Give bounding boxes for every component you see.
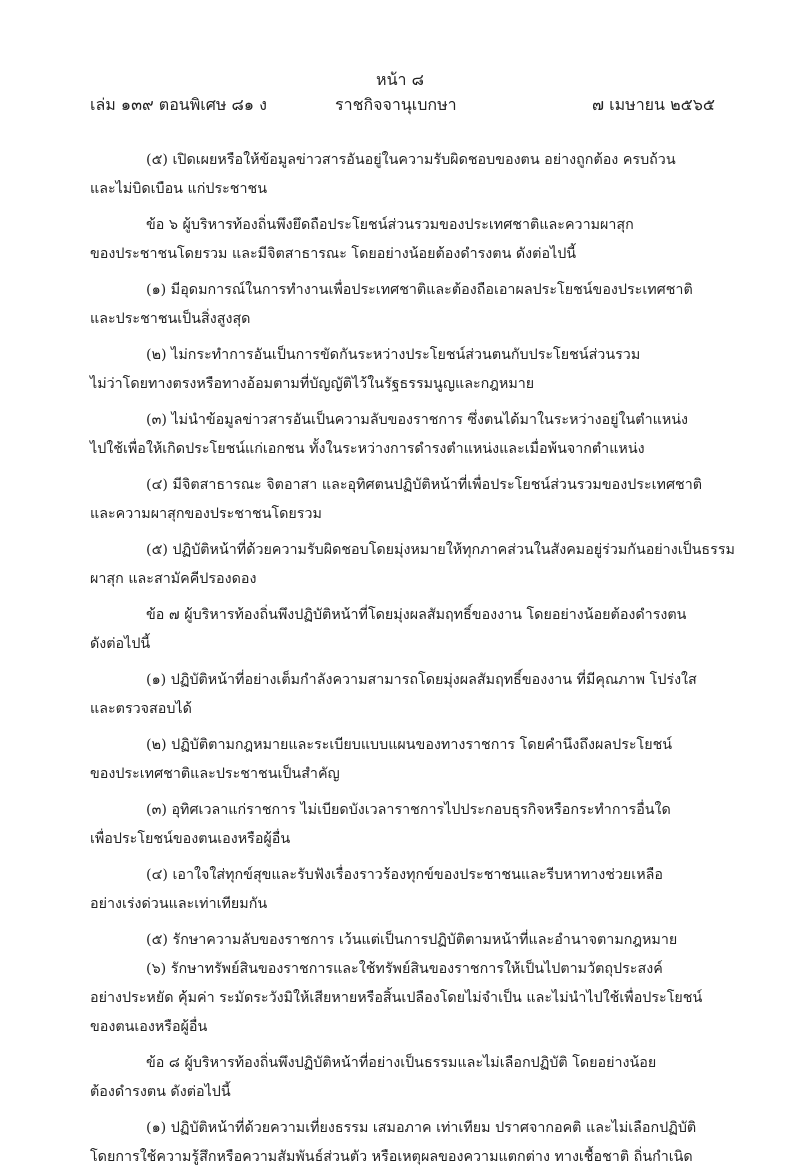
text-line: และความผาสุกของประชาชนโดยรวม (90, 506, 322, 522)
gazette-name: ราชกิจจานุเบกษา (335, 95, 457, 114)
text-line: (๔) มีจิตสาธารณะ จิตอาสา และอุทิศตนปฏิบัติหน้าที่เพื่อประโยชน์ส่วนรวมของประเทศชาติ (146, 477, 703, 493)
text-line: (๔) เอาใจใส่ทุกข์สุขและรับฟังเรื่องราวร้องทุกข์ของประชาชนและรีบหาทางช่วยเหลือ (146, 867, 663, 883)
text-line: ต้องดำรงตน ดังต่อไปนี้ (90, 1084, 231, 1100)
gazette-header (90, 93, 715, 117)
text-line: (๕) รักษาความลับของราชการ เว้นแต่เป็นการปฏิบัติตามหน้าที่และอำนาจตามกฎหมาย (146, 932, 678, 948)
text-line: อย่างประหยัด คุ้มค่า ระมัดระวังมิให้เสียหายหรือสิ้นเปลืองโดยไม่จำเป็น และไม่นำไปใช้เพื่อประโยชน์ (90, 990, 703, 1006)
text-line: และตรวจสอบได้ (90, 701, 192, 717)
text-line: (๓) อุทิศเวลาแก่ราชการ ไม่เบียดบังเวลาราชการไปประกอบธุรกิจหรือกระทำการอื่นใด (146, 802, 671, 818)
text-line: และประชาชนเป็นสิ่งสูงสุด (90, 311, 251, 327)
text-line: (๑) ปฏิบัติหน้าที่อย่างเต็มกำลังความสามารถโดยมุ่งผลสัมฤทธิ์ของงาน ที่มีคุณภาพ โปร่งใส (146, 672, 697, 688)
text-line: ของตนเองหรือผู้อื่น (90, 1019, 208, 1035)
text-line: ไม่ว่าโดยทางตรงหรือทางอ้อมตามที่บัญญัติไว้ในรัฐธรรมนูญและกฎหมาย (90, 376, 535, 392)
section-heading-line: ข้อ ๘ ผู้บริหารท้องถิ่นพึงปฏิบัติหน้าที่อย่างเป็นธรรมและไม่เลือกปฏิบัติ โดยอย่างน้อย (146, 1055, 657, 1071)
text-line: ของประชาชนโดยรวม และมีจิตสาธารณะ โดยอย่างน้อยต้องดำรงตน ดังต่อไปนี้ (90, 246, 577, 262)
publish-date: ๗ เมษายน ๒๕๖๕ (592, 95, 715, 114)
text-line: เพื่อประโยชน์ของตนเองหรือผู้อื่น (90, 831, 291, 847)
text-line: (๕) ปฏิบัติหน้าที่ด้วยความรับผิดชอบโดยมุ่งหมายให้ทุกภาคส่วนในสังคมอยู่ร่วมกันอย่างเป็นธรรม (146, 542, 735, 558)
section-heading-line: ข้อ ๖ ผู้บริหารท้องถิ่นพึงยึดถือประโยชน์ส่วนรวมของประเทศชาติและความผาสุก (146, 217, 634, 233)
volume-issue: เล่ม ๑๓๙ ตอนพิเศษ ๘๑ ง (90, 95, 267, 114)
section-heading-line: ข้อ ๗ ผู้บริหารท้องถิ่นพึงปฏิบัติหน้าที่โดยมุ่งผลสัมฤทธิ์ของงาน โดยอย่างน้อยต้องดำรงตน (146, 607, 687, 623)
text-line: โดยการใช้ความรู้สึกหรือความสัมพันธ์ส่วนตัว หรือเหตุผลของความแตกต่าง ทางเชื้อชาติ ถิ่นกำเนิด (90, 1149, 693, 1165)
text-line: ผาสุก และสามัคคีปรองดอง (90, 571, 257, 587)
page-number: หน้า ๘ (376, 70, 424, 89)
text-line: (๕) เปิดเผยหรือให้ข้อมูลข่าวสารอันอยู่ในความรับผิดชอบของตน อย่างถูกต้อง ครบถ้วน (146, 152, 676, 168)
text-line: และไม่บิดเบือน แก่ประชาชน (90, 181, 268, 197)
text-line: (๑) ปฏิบัติหน้าที่ด้วยความเที่ยงธรรม เสมอภาค เท่าเทียม ปราศจากอคติ และไม่เลือกปฏิบัติ (146, 1120, 697, 1136)
text-line: ดังต่อไปนี้ (90, 636, 151, 652)
text-line: (๓) ไม่นำข้อมูลข่าวสารอันเป็นความลับของราชการ ซึ่งตนได้มาในระหว่างอยู่ในตำแหน่ง (146, 412, 688, 428)
text-line: ของประเทศชาติและประชาชนเป็นสำคัญ (90, 766, 340, 782)
text-line: (๒) ไม่กระทำการอันเป็นการขัดกันระหว่างประโยชน์ส่วนตนกับประโยชน์ส่วนรวม (146, 347, 641, 363)
text-line: (๖) รักษาทรัพย์สินของราชการและใช้ทรัพย์สินของราชการให้เป็นไปตามวัตถุประสงค์ (146, 961, 663, 977)
text-line: อย่างเร่งด่วนและเท่าเทียมกัน (90, 896, 268, 912)
text-line: ไปใช้เพื่อให้เกิดประโยชน์แก่เอกชน ทั้งในระหว่างการดำรงตำแหน่งและเมื่อพ้นจากตำแหน่ง (90, 441, 645, 457)
text-line: (๑) มีอุดมการณ์ในการทำงานเพื่อประเทศชาติและต้องถือเอาผลประโยชน์ของประเทศชาติ (146, 282, 693, 298)
document-body (90, 146, 735, 1172)
text-line: (๒) ปฏิบัติตามกฎหมายและระเบียบแบบแผนของทางราชการ โดยคำนึงถึงผลประโยชน์ (146, 737, 673, 753)
